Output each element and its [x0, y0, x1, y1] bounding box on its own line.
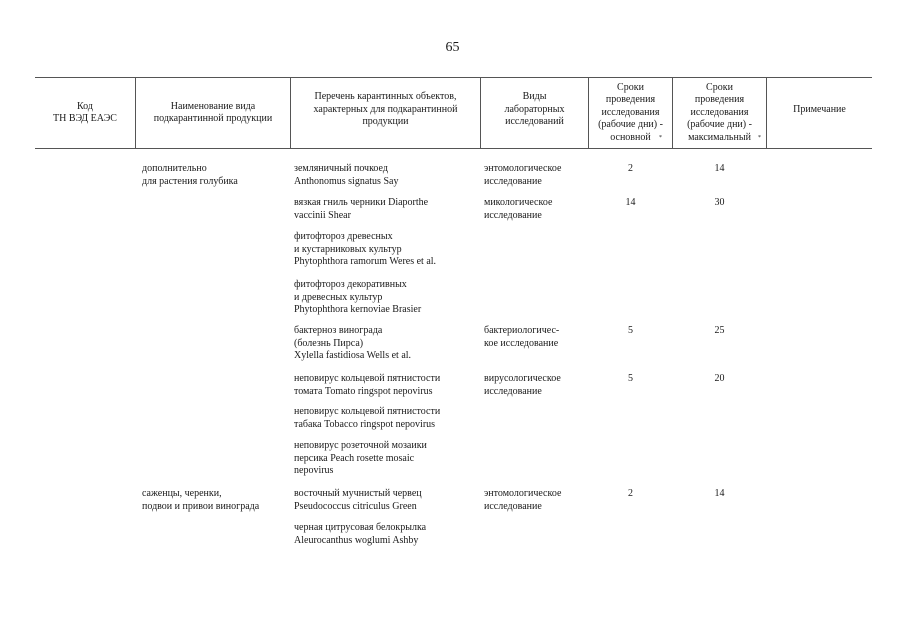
header-term-main-text: Сроки проведения исследования (рабочие дни) - основной: [598, 81, 663, 143]
cell-lab: микологическое исследование: [484, 197, 553, 221]
cell-product: саженцы, черенки, подвои и привои винограда: [142, 488, 260, 512]
cell-lab: энтомологическое исследование: [484, 488, 562, 512]
cell-main: 2: [628, 163, 633, 174]
cell-max: 14: [714, 163, 725, 174]
cell-object: земляничный почкоед Anthonomus signatus Say: [294, 163, 399, 187]
cell-object: неповирус кольцевой пятнистости томата Tomato ringspot nepovirus: [294, 373, 441, 397]
cell-object: черная цитрусовая белокрылка Aleurocanthus woglumi Ashby: [294, 522, 427, 546]
header-term-max: Сроки проведения исследования (рабочие дни) - максимальный *: [687, 81, 761, 143]
cell-object: бактерноз винограда (болезнь Пирса) Xylella fastidiosa Wells et al.: [294, 325, 412, 361]
header-product: Наименование вида подкарантинной продукции: [153, 100, 273, 124]
header-note: Примечание: [793, 103, 846, 115]
cell-object: восточный мучнистый червец Pseudococcus citriculus Green: [294, 488, 422, 512]
cell-lab: вирусологическое исследование: [484, 373, 561, 397]
cell-main: 5: [628, 325, 633, 336]
cell-main: 2: [628, 488, 633, 499]
cell-object: фитофтороз декоративных и древесных культур Phytophthora kernoviae Brasier: [294, 279, 422, 315]
cell-max: 25: [714, 325, 725, 336]
cell-product: дополнительно для растения голубика: [142, 163, 238, 187]
cell-object: неповирус кольцевой пятнистости табака Tobacco ringspot nepovirus: [294, 406, 441, 430]
cell-main: 14: [625, 197, 636, 208]
cell-object: вязкая гниль черники Diaporthe vaccinii Shear: [294, 197, 429, 221]
header-bottom-border: [35, 148, 872, 149]
header-term-max-text: Сроки проведения исследования (рабочие дни) - максимальный: [687, 81, 752, 143]
cell-main: 5: [628, 373, 633, 384]
header-code: Код ТН ВЭД ЕАЭС: [53, 100, 117, 124]
cell-lab: бактериологичес- кое исследование: [484, 325, 560, 349]
cell-max: 20: [714, 373, 725, 384]
header-term-main: Сроки проведения исследования (рабочие дни) - основной *: [598, 81, 663, 143]
page-number: 65: [445, 40, 460, 55]
header-objects: Перечень карантинных объектов, характерных для подкарантинной продукции: [313, 91, 458, 128]
cell-object: неповирус розеточной мозаики персика Peach rosette mosaic nepovirus: [294, 440, 427, 476]
cell-object: фитофтороз древесных и кустарниковых культур Phytophthora ramorum Weres et al.: [294, 231, 437, 267]
cell-lab: энтомологическое исследование: [484, 163, 562, 187]
header-lab: Виды лабораторных исследований: [504, 91, 565, 128]
cell-max: 30: [714, 197, 725, 208]
cell-max: 14: [714, 488, 725, 499]
